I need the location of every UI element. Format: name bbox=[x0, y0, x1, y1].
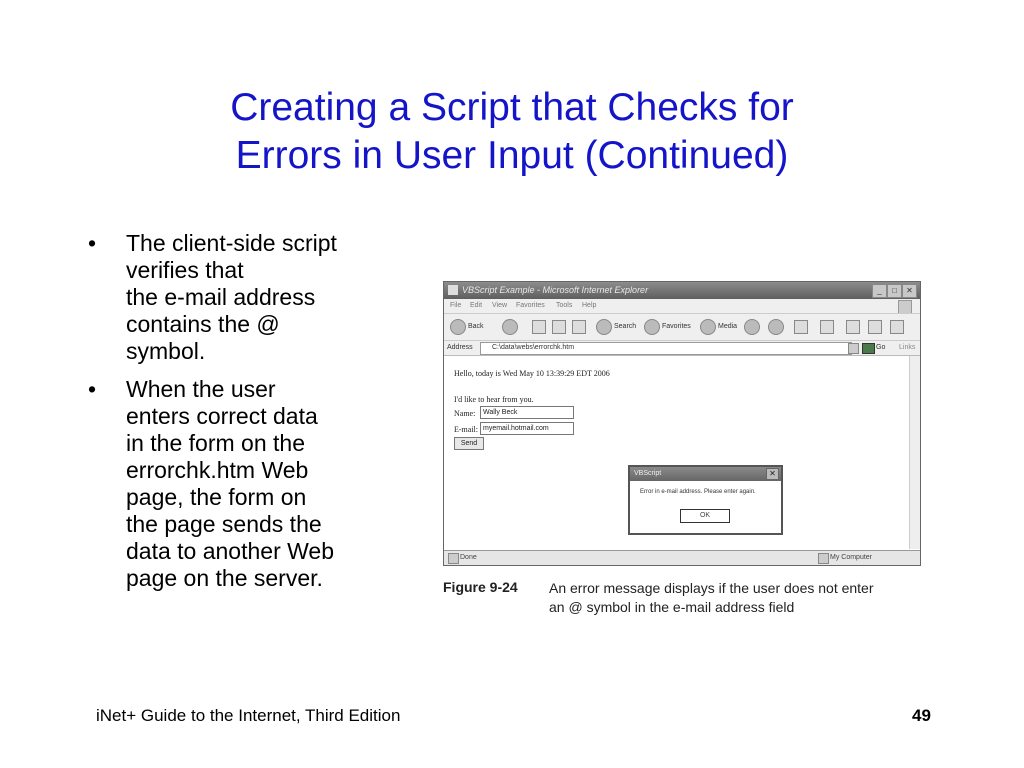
bullet-line: When the user bbox=[126, 376, 276, 402]
intro-text: I'd like to hear from you. bbox=[454, 395, 534, 404]
favorites-icon[interactable] bbox=[644, 319, 660, 335]
window-title: VBScript Example - Microsoft Internet Explorer bbox=[462, 285, 649, 295]
window-titlebar bbox=[444, 282, 920, 299]
bullet-line: enters correct data bbox=[126, 403, 318, 429]
name-field[interactable]: Wally Beck bbox=[480, 406, 574, 419]
forward-icon[interactable] bbox=[502, 319, 518, 335]
media-icon[interactable] bbox=[700, 319, 716, 335]
edit-icon[interactable] bbox=[820, 320, 834, 334]
slide-title-line-2: Errors in User Input (Continued) bbox=[235, 134, 789, 177]
bullet-line: the page sends the bbox=[126, 511, 322, 537]
address-bar bbox=[444, 341, 920, 356]
links-label[interactable]: Links bbox=[899, 344, 916, 351]
page-number: 49 bbox=[912, 706, 931, 725]
bullet-item bbox=[86, 230, 396, 365]
research-icon[interactable] bbox=[868, 320, 882, 334]
home-icon[interactable] bbox=[572, 320, 586, 334]
menu-favorites[interactable]: Favorites bbox=[516, 302, 545, 309]
footer-book-title: iNet+ Guide to the Internet, Third Edition bbox=[96, 706, 401, 725]
address-value[interactable]: C:\data\webs\errorchk.htm bbox=[492, 344, 575, 351]
bullet-line: in the form on the bbox=[126, 430, 305, 456]
greeting-text: Hello, today is Wed May 10 13:39:29 EDT 2006 bbox=[454, 369, 610, 378]
menu-help[interactable]: Help bbox=[582, 302, 597, 309]
error-dialog bbox=[628, 465, 783, 535]
figure-caption bbox=[549, 579, 959, 617]
ie-icon bbox=[448, 285, 458, 295]
search-label[interactable]: Search bbox=[614, 323, 637, 330]
menu-tools[interactable]: Tools bbox=[556, 302, 573, 309]
menu-edit[interactable]: Edit bbox=[470, 302, 483, 309]
name-label: Name: bbox=[454, 409, 476, 418]
messenger-icon[interactable] bbox=[890, 320, 904, 334]
status-bar bbox=[444, 550, 920, 565]
dialog-close-icon[interactable]: ✕ bbox=[766, 468, 779, 480]
go-arrow-icon[interactable] bbox=[862, 343, 875, 354]
close-icon[interactable]: ✕ bbox=[902, 284, 917, 298]
email-label: E-mail: bbox=[454, 425, 478, 434]
toolbar bbox=[444, 313, 920, 341]
bullet-line: page on the server. bbox=[126, 565, 323, 591]
send-button[interactable]: Send bbox=[454, 437, 484, 450]
menu-file[interactable]: File bbox=[450, 302, 462, 309]
print-icon[interactable] bbox=[794, 320, 808, 334]
bullet-item bbox=[86, 376, 396, 592]
bullet-line: symbol. bbox=[126, 338, 206, 364]
caption-line-1: An error message displays if the user does not enter bbox=[549, 580, 874, 596]
go-button[interactable]: Go bbox=[876, 344, 886, 351]
bullet-icon: • bbox=[88, 376, 97, 402]
mail-icon[interactable] bbox=[768, 319, 784, 335]
vertical-scrollbar[interactable] bbox=[909, 356, 920, 549]
chevron-down-icon[interactable] bbox=[848, 343, 859, 354]
ok-button[interactable]: OK bbox=[680, 509, 730, 523]
email-field[interactable]: myemail.hotmail.com bbox=[480, 422, 574, 435]
bullet-icon: • bbox=[88, 230, 97, 256]
dialog-title: VBScript bbox=[634, 470, 662, 477]
slide-title bbox=[0, 84, 1024, 180]
menu-view[interactable]: View bbox=[492, 302, 508, 309]
bullet-line: The client-side script bbox=[126, 230, 337, 256]
back-icon[interactable] bbox=[450, 319, 466, 335]
bullet-line: contains the @ bbox=[126, 311, 280, 337]
bullet-line: errorchk.htm Web bbox=[126, 457, 309, 483]
bullet-line: verifies that bbox=[126, 257, 244, 283]
bullet-line: page, the form on bbox=[126, 484, 307, 510]
windows-logo-icon bbox=[898, 300, 912, 314]
refresh-icon[interactable] bbox=[552, 320, 566, 334]
menu-bar bbox=[444, 299, 920, 313]
dialog-titlebar bbox=[630, 467, 781, 481]
status-text: Done bbox=[460, 554, 477, 561]
address-label: Address bbox=[447, 344, 473, 351]
slide-title-line-1: Creating a Script that Checks for bbox=[230, 86, 794, 129]
discuss-icon[interactable] bbox=[846, 320, 860, 334]
computer-icon bbox=[818, 553, 829, 564]
search-icon[interactable] bbox=[596, 319, 612, 335]
bullet-list bbox=[86, 230, 396, 603]
back-label[interactable]: Back bbox=[468, 323, 484, 330]
dialog-message: Error in e-mail address. Please enter again. bbox=[640, 489, 756, 495]
stop-icon[interactable] bbox=[532, 320, 546, 334]
figure-label: Figure 9-24 bbox=[443, 579, 518, 595]
bullet-line: the e-mail address bbox=[126, 284, 316, 310]
browser-screenshot bbox=[443, 281, 921, 566]
minimize-icon[interactable]: _ bbox=[872, 284, 887, 298]
favorites-label[interactable]: Favorites bbox=[662, 323, 691, 330]
media-label[interactable]: Media bbox=[718, 323, 738, 330]
page-icon bbox=[448, 553, 459, 564]
caption-line-2: an @ symbol in the e-mail address field bbox=[549, 599, 795, 615]
maximize-icon[interactable]: □ bbox=[887, 284, 902, 298]
history-icon[interactable] bbox=[744, 319, 760, 335]
bullet-line: data to another Web bbox=[126, 538, 334, 564]
zone-text: My Computer bbox=[830, 554, 873, 561]
